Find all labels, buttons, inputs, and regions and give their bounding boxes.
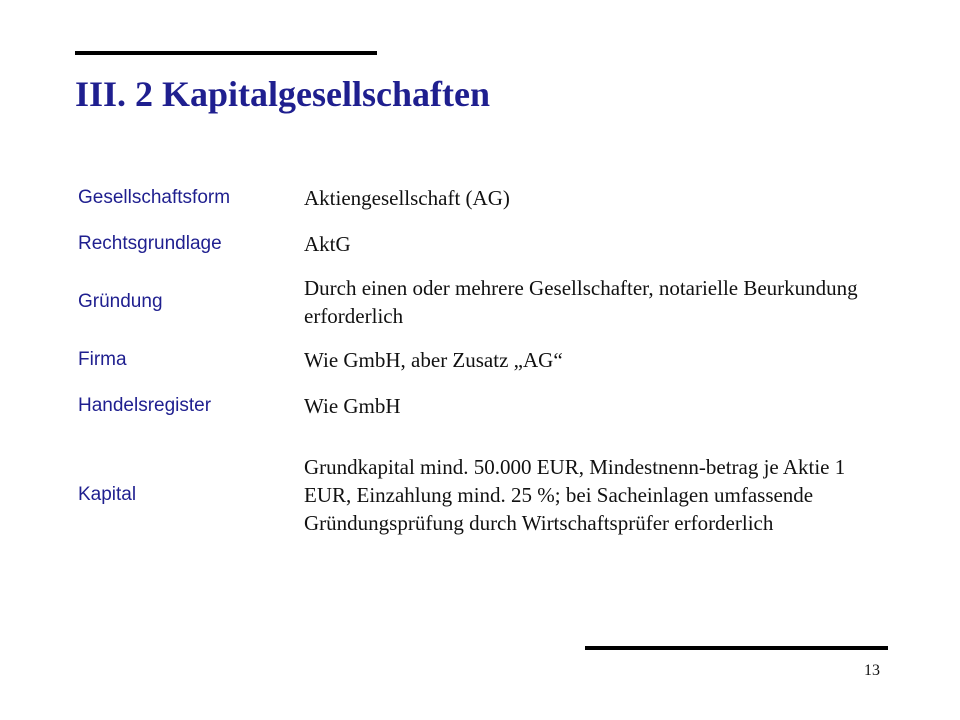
table-row [78, 221, 864, 267]
footer-divider [585, 646, 888, 650]
row-label: Gesellschaftsform [78, 187, 231, 208]
row-label: Firma [78, 349, 127, 370]
row-label: Gründung [78, 291, 163, 312]
table-row [78, 429, 864, 561]
company-form-table [78, 175, 864, 561]
title-divider [75, 51, 377, 55]
row-label: Handelsregister [78, 395, 212, 416]
page-number: 13 [864, 662, 880, 679]
row-value: Durch einen oder mehrere Gesellschafter, notarielle Beurkundung erforderlich [304, 276, 858, 328]
row-value: AktG [304, 232, 351, 256]
table-row [78, 175, 864, 221]
slide-title: III. 2 Kapitalgesellschaften [75, 74, 491, 114]
row-value: Wie GmbH, aber Zusatz „AG“ [304, 348, 563, 372]
row-value: Grundkapital mind. 50.000 EUR, Mindestnenn-betrag je Aktie 1 EUR, Einzahlung mind. 25 %; bei Sacheinlagen umfassende Gründungsprüfung durch Wirtschaftsprüfer erforderlich [304, 455, 846, 535]
row-value: Wie GmbH [304, 394, 401, 418]
table-row [78, 383, 864, 429]
row-label: Kapital [78, 484, 137, 505]
table-row [78, 267, 864, 337]
row-value: Aktiengesellschaft (AG) [304, 186, 510, 210]
row-label: Rechtsgrundlage [78, 233, 222, 254]
table-row [78, 337, 864, 383]
